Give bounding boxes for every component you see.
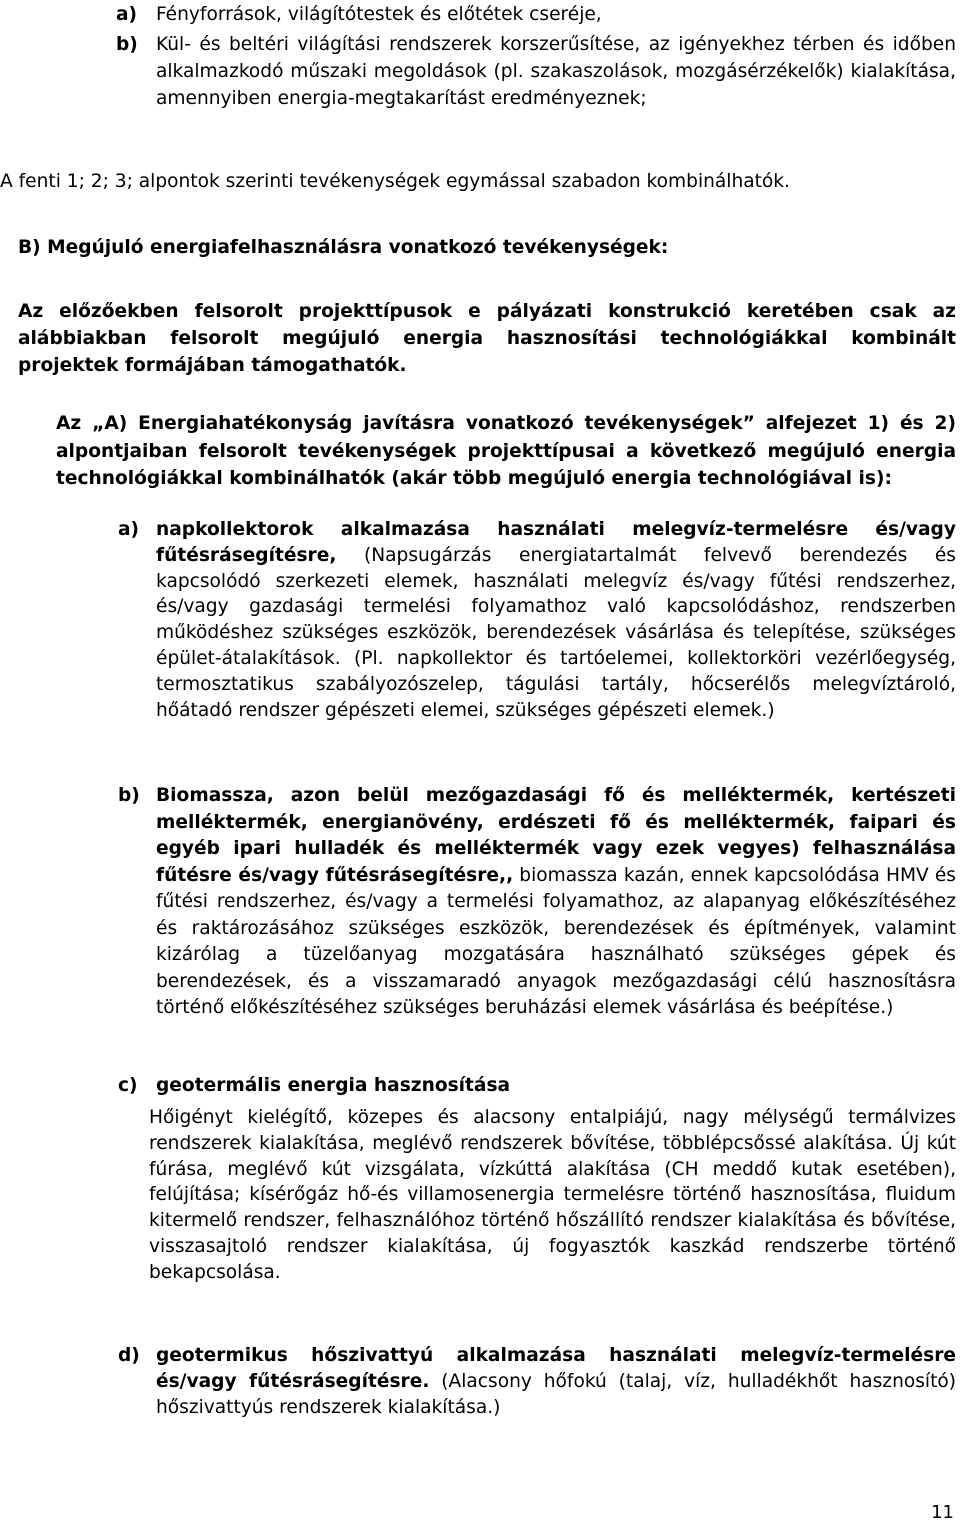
item-text	[156, 1343, 956, 1421]
item-label: b)	[116, 34, 138, 55]
item-normal-text: biomassza kazán, ennek kapcsolódása HMV és fűtési rendszerhez, és/vagy a termelési folyamathoz, az alapanyag előkészítéséhez és raktározásához szükséges eszközök, berendezések és építmények, valamint kizárólag a tüzelőanyag mozgatására használható szükséges gépek és berendezések, és a visszamaradó anyagok mezőgazdasági célú hasznosításra történő előkészítéséhez szükséges beruházási elemek vásárlása és beépítése.)	[156, 864, 956, 1018]
combinable-note: A fenti 1; 2; 3; alpontok szerinti tevékenységek egymással szabadon kombinálhatók.	[0, 171, 790, 192]
item-label: b)	[118, 785, 140, 806]
item-text: Kül- és beltéri világítási rendszerek korszerűsítése, az igényekhez térben és időben alkalmazkodó műszaki megoldások (pl. szakaszolások, mozgásérzékelők) kialakítása, amennyiben energia-megtakarítást eredményeznek;	[156, 34, 956, 109]
item-bold-text: geotermális energia hasznosítása	[156, 1075, 511, 1096]
renewable-item-geothermal	[118, 1073, 956, 1099]
item-label: d)	[118, 1345, 140, 1366]
item-label: c)	[118, 1075, 138, 1096]
item-bold-text: Biomassza, azon belül mezőgazdasági fő és melléktermék, kertészeti melléktermék, energianövény, erdészeti fő és melléktermék, faipari és egyéb ipari hulladék és melléktermék vagy ezek vegyes) felhasználása fűtésre és/vagy fűtésrásegítésre,,	[156, 785, 956, 886]
item-bold-text: napkollektorok alkalmazása használati melegvíz-termelésre és/vagy fűtésrásegítésre,	[156, 519, 956, 566]
item-text: Fényforrások, világítótestek és előtétek cseréje,	[156, 4, 602, 25]
item-bold-text: geotermikus hőszivattyú alkalmazása használati melegvíz-termelésre és/vagy fűtésrásegítésre.	[156, 1345, 956, 1392]
item-text	[156, 783, 956, 1022]
section-heading: B) Megújuló energiafelhasználásra vonatkozó tevékenységek:	[18, 237, 669, 258]
item-text	[156, 517, 956, 723]
renewable-item-heat-pump	[118, 1343, 956, 1421]
item-label: a)	[118, 519, 140, 540]
renewable-item-solar	[118, 517, 956, 723]
list-item	[116, 31, 956, 112]
combo-paragraph: Az „A) Energiahatékonyság javításra vonatkozó tevékenységek” alfejezet 1) és 2) alpontjaiban felsorolt tevékenységek projekttípusai a következő megújuló energia technológiákkal kombinálhatók (akár több megújuló energia technológiával is):	[56, 413, 956, 489]
item-normal-text: (Napsugárzás energiatartalmát felvevő berendezés és kapcsolódó szerkezeti elemek, használati melegvíz és/vagy fűtési rendszerhez, és/vagy gazdasági termelési folyamathoz való kapcsolódáshoz, rendszerben működéshez szükséges eszközök, berendezések vásárlása és telepítése, szükséges épület-átalakítások. (Pl. napkollektor és tartóelemei, kollektorköri vezérlőegység, termosztatikus szabályozószelep, tágulási tartály, hőcserélős melegvíztároló, hőátadó rendszer gépészeti elemei, szükséges gépészeti elemek.)	[156, 544, 956, 721]
item-label: a)	[116, 4, 138, 25]
item-normal-text: (Alacsony hőfokú (talaj, víz, hulladékhőt hasznosító) hőszivattyús rendszerek kialakítása.)	[156, 1371, 957, 1418]
intro-paragraph: Az előzőekben felsorolt projekttípusok e pályázati konstrukció keretében csak az alábbiakban felsorolt megújuló energia hasznosítási technológiákkal kombinált projektek formájában támogathatók.	[18, 301, 956, 376]
page-number: 11	[931, 1502, 954, 1523]
geothermal-description: Hőigényt kielégítő, közepes és alacsony entalpiájú, nagy mélységű termálvizes rendszerek kialakítása, meglévő rendszerek bővítése, többlépcsőssé alakítása. Új kút fúrása, meglévő kút vizsgálata, vízkúttá alakítása (CH meddő kutak esetében), felújítása; kísérőgáz hő-és villamosenergia termelésre történő hasznosítása, fluidum kitermelő rendszer, felhasználóhoz történő hőszállító rendszer kialakítása és bővítése, visszasajtoló rendszer kialakítása, új fogyasztók kaszkád rendszerbe történő bekapcsolása.	[149, 1107, 956, 1283]
renewable-item-biomass	[118, 783, 956, 1022]
list-item	[116, 2, 956, 28]
